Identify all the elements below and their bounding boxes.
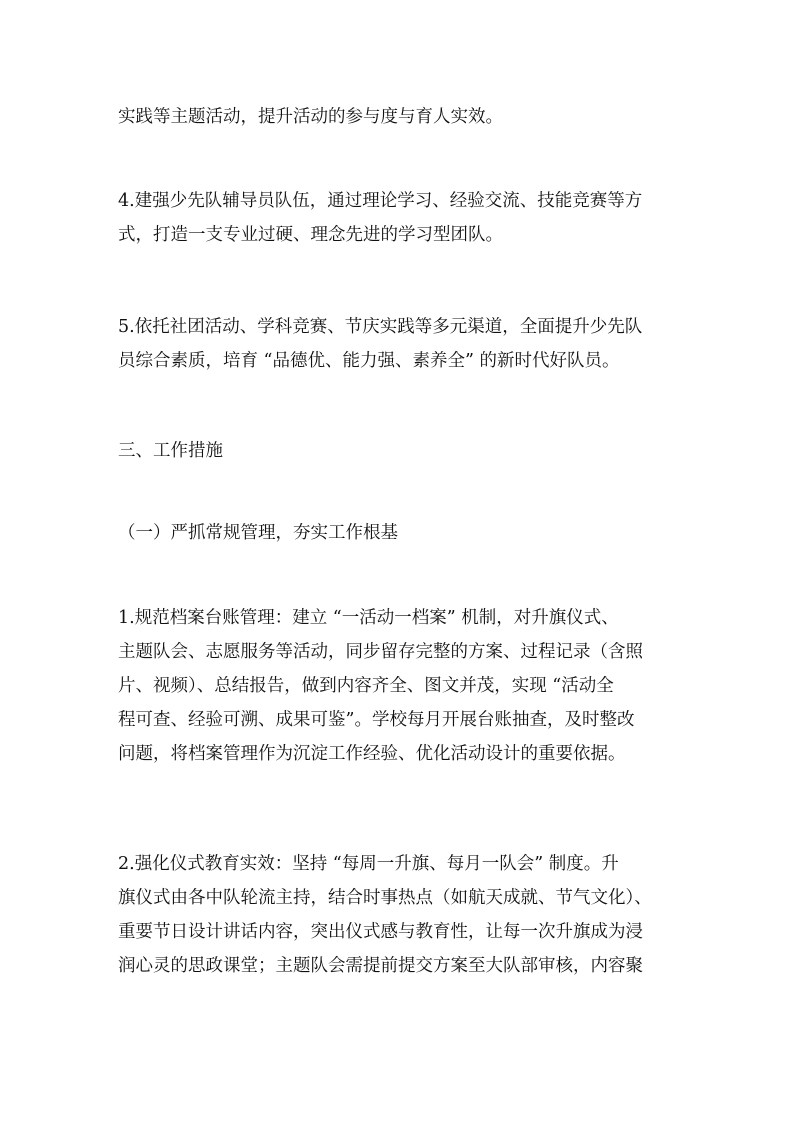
text-line: 旗仪式由各中队轮流主持，结合时事热点（如航天成就、节气文化）、 bbox=[118, 888, 652, 908]
text-line: 实践等主题活动，提升活动的参与度与育人实效。 bbox=[118, 107, 503, 127]
heading-text: 三、工作措施 bbox=[118, 441, 223, 461]
text-line: 问题，将档案管理作为沉淀工作经验、优化活动设计的重要依据。 bbox=[118, 744, 626, 764]
text-line: 式，打造一支专业过硬、理念先进的学习型团队。 bbox=[118, 225, 503, 245]
text-line: 重要节日设计讲话内容，突出仪式感与教育性，让每一次升旗成为浸 bbox=[118, 922, 643, 942]
text-line: 片、视频）、总结报告，做到内容齐全、图文并茂，实现 “活动全 bbox=[118, 676, 614, 696]
text-line: 员综合素质，培育 “品德优、能力强、素养全” 的新时代好队员。 bbox=[118, 351, 620, 371]
text-line: 1.规范档案台账管理：建立 “一活动一档案” 机制，对升旗仪式、 bbox=[118, 608, 619, 628]
text-line: 4.建强少先队辅导员队伍，通过理论学习、经验交流、技能竞赛等方 bbox=[118, 191, 643, 211]
paragraph-archive-management bbox=[118, 601, 678, 771]
paragraph-member-quality bbox=[118, 310, 678, 378]
paragraph-ceremony-education bbox=[118, 847, 678, 983]
heading-text: （一）严抓常规管理，夯实工作根基 bbox=[118, 523, 398, 543]
text-line: 5.依托社团活动、学科竞赛、节庆实践等多元渠道，全面提升少先队 bbox=[118, 317, 643, 337]
text-line: 主题队会、志愿服务等活动，同步留存完整的方案、过程记录（含照 bbox=[118, 642, 643, 662]
paragraph-counselor-team bbox=[118, 184, 678, 252]
subsection-heading bbox=[118, 516, 678, 550]
paragraph-activity-effect bbox=[118, 100, 678, 134]
text-line: 2.强化仪式教育实效：坚持 “每周一升旗、每月一队会” 制度。升 bbox=[118, 854, 619, 874]
text-line: 程可查、经验可溯、成果可鉴”。学校每月开展台账抽查，及时整改 bbox=[118, 710, 635, 730]
section-heading bbox=[118, 434, 678, 468]
text-line: 润心灵的思政课堂；主题队会需提前提交方案至大队部审核，内容聚 bbox=[118, 956, 643, 976]
